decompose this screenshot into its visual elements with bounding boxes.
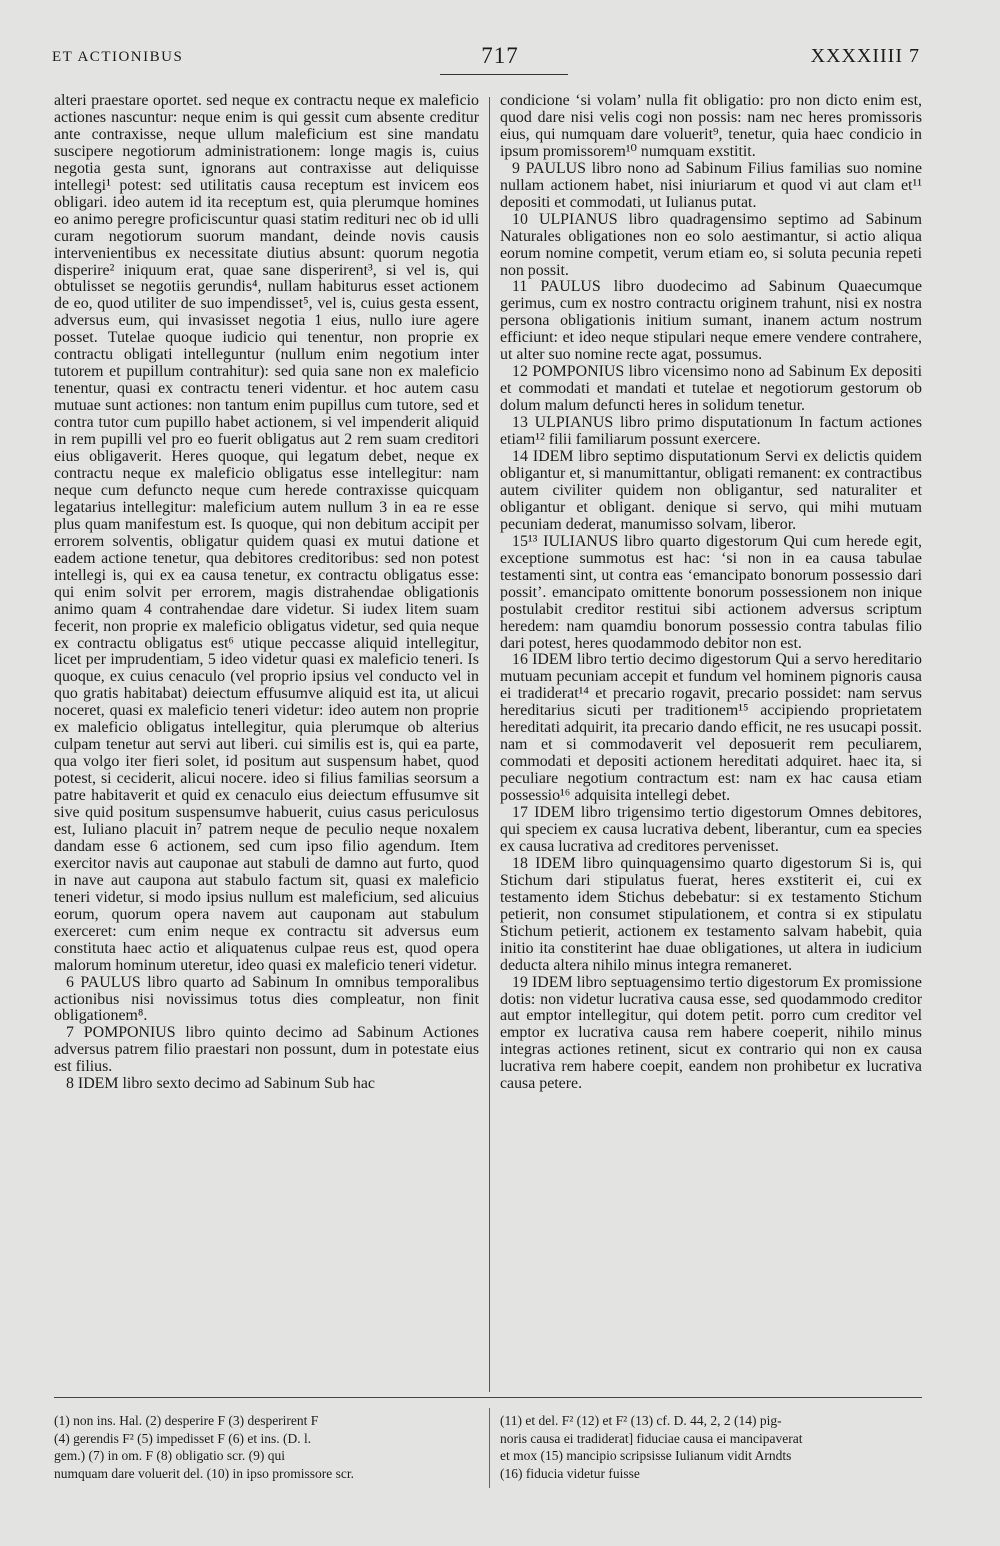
paragraph: 10 ULPIANUS libro quadragensimo septimo ad Sabinum Naturales obligationes non eo solo aestimantur, si actio aliqua eorum nomine competit, verum etiam eo, si soluta pecunia repeti non possit. (500, 210, 922, 279)
paragraph: alteri praestare oportet. sed neque ex contractu neque ex maleficio actiones nascuntur: neque enim is qui gessit cum absente creditur ante contraxisse, neque ullum maleficium est sine mandatu suscipere negotiorum administrationem: longe magis is, cuius negotia gesta sunt, ignorans aut contraxisse aut deliquisse intellegi¹ potest: sed utilitatis causa receptum est invicem eos obligari. ideo autem id ita receptum est, quia plerumque homines eo animo peregre proficiscuntur quasi statim redituri nec ob id ulli curam negotiorum suorum mandant, deinde novis causis intervenientibus ex necessitate diutius absunt: quorum negotia disperire² iniquum erat, quae sane disperirent³, si vel is, qui obtulisset se negotiis gerundis⁴, nullam habiturus esset actionem de eo, quod utiliter de suo impendisset⁵, vel is, cuius gesta essent, adversus eum, qui invasisset negotia 1 eius, nullo iure agere posset. Tutelae quoque iudicio qui tenentur, non proprie ex contractu obligati intelleguntur (nullum enim negotium inter tutorem et pupillum contrahitur): sed quia sane non ex maleficio tenentur, quasi ex contractu teneri videntur. et hoc autem casu mutuae sunt actiones: non tantum enim pupillus cum tutore, sed et contra tutor cum pupillo habet actionem, si vel impenderit aliquid in rem pupilli vel pro eo fuerit obligatus aut 2 rem suam creditori eius obligaverit. Heres quoque, qui legatum debet, neque ex contractu neque ex maleficio obligatus esse intellegitur: nam neque cum defuncto neque cum herede contraxisse quicquam legatarius intellegitur: maleficium autem nullum 3 in ea re esse plus quam manifestum est. Is quoque, qui non debitum accipit per errorem solventis, obligatur quidem quasi ex mutui datione et eadem actione tenetur, qua debitores creditoribus: sed non potest intellegi is, qui ex ea causa tenetur, ex contractu obligatus esse: qui enim solvit per errorem, magis distrahendae obligationis animo quam 4 contrahendae dare videtur. Si iudex litem suam fecerit, non proprie ex maleficio obligatus videtur, sed quia neque ex contractu obligatus est⁶ utique peccasse aliquid intellegitur, licet per imprudentiam, 5 ideo videtur quasi ex maleficio teneri. Is quoque, ex cuius cenaculo (vel proprio ipsius vel conducto vel in quo gratis habitabat) deiectum effusumve aliquid est ita, ut alicui noceret, quasi ex maleficio teneri videtur: ideo autem non proprie ex maleficio obligatus intellegitur, quia plerumque ob alterius culpam tenetur aut servi aut liberi. cui similis est is, qui ea parte, qua volgo iter fieri solet, id positum aut suspensum habet, quod potest, si ceciderit, alicui nocere. ideo si filius familias seorsum a patre habitaverit et quid ex cenaculo eius deiectum effusumve sit sive quid positum suspensumve habuerit, cuius casus periculosus est, Iuliano placuit in⁷ patrem neque de peculio neque noxalem dandam esse 6 actionem, sed cum ipso filio agendum. Item exercitor navis aut cauponae aut stabuli de damno aut furto, quod in nave aut caupona aut stabulo factum sit, quasi ex maleficio teneri videtur, si modo ipsius nullum est maleficium, sed alicuius eorum, quorum opera navem aut cauponam aut stabulum exerceret: cum enim neque ex contractu sit adversus eum constituta haec actio et aliquatenus culpae reus est, quod opera malorum hominum uteretur, ideo quasi ex maleficio teneri videtur. (54, 92, 479, 974)
running-head-right: XXXXIIII 7 (810, 45, 920, 67)
footnote-line: numquam dare voluerit del. (10) in ipso promissore scr. (54, 1465, 354, 1481)
footnote-line: noris causa ei tradiderat] fiduciae causa ei mancipaverat (500, 1430, 803, 1446)
paragraph: 11 PAULUS libro duodecimo ad Sabinum Quaecumque gerimus, cum ex nostro contractu originem trahunt, nisi ex nostra persona obligationis initium sumant, inanem actum nostrum efficiunt: et ideo neque stipulari neque emere vendere contrahere, ut alter suo nomine recte agat, possumus. (500, 278, 922, 364)
footnote-line: et mox (15) mancipio scripsisse Iulianum vidit Arndts (500, 1448, 792, 1463)
paragraph: 19 IDEM libro septuagensimo tertio digestorum Ex promissione dotis: non videtur lucrativa causa esse, sed quodammodo creditor aut emptor intellegitur, qui dotem petit. porro cum creditor vel emptor ex lucrativa causa rem habere coeperit, nihilo minus integras actiones retinent, sicut ex contrario qui non ex causa lucrativa rem habere coepit, eandem non prohibetur ex lucrativa causa petere. (500, 973, 922, 1093)
footnote-rule (54, 1397, 922, 1398)
left-text-column (54, 93, 479, 1093)
paragraph: 12 POMPONIUS libro vicensimo nono ad Sabinum Ex depositi et commodati et mandati et tutelae et negotiorum gestorum ob dolum malum defuncti heres in solidum tenetur. (500, 363, 922, 415)
paragraph: 9 PAULUS libro nono ad Sabinum Filius familias suo nomine nullam actionem habet, nisi iniuriarum et quod vi aut clam et¹¹ depositi et commodati, ut Iulianus putat. (500, 159, 922, 211)
column-divider (489, 97, 490, 1392)
paragraph: 8 IDEM libro sexto decimo ad Sabinum Sub hac (66, 1075, 375, 1093)
footnotes-left (54, 1412, 479, 1482)
footnote-line: (11) et del. F² (12) et F² (13) cf. D. 44, 2, 2 (14) pig- (500, 1413, 782, 1428)
right-text-column (500, 93, 922, 1093)
footnote-divider (489, 1408, 490, 1488)
paragraph: 16 IDEM libro tertio decimo digestorum Qui a servo hereditario mutuam pecuniam accepit et fundum vel hominem pignoris causa ei tradiderat¹⁴ et precario rogavit, precario possidet: nam servus hereditarius sicuti per traditionem¹⁵ accipiendo proprietatem hereditati adquirit, ita precario dando efficit, ne res usucapi possit. nam et si commodaverit vel deposuerit rem peculiarem, commodati et depositi actionem hereditati adquiret. haec ita, si peculiare negotium contractum est: nam ex hac causa etiam possessio¹⁶ adquisita intellegi debet. (500, 651, 922, 805)
running-head-left: ET ACTIONIBUS (52, 49, 184, 65)
header-rule (440, 74, 568, 75)
paragraph: 6 PAULUS libro quarto ad Sabinum In omnibus temporalibus actionibus nisi novissimus totus dies compleatur, non finit obligationem⁸. (54, 973, 479, 1025)
paragraph: 18 IDEM libro quinquagensimo quarto digestorum Si is, qui Stichum dari stipulatus fuerat, heres exstiterit ei, cui ex testamento idem Stichus debebatur: si ex testamento Stichum petierit, non consumet stipulationem, et contra si ex stipulatu Stichum petierit, actionem ex testamento salvam habebit, quia initio ita constiterint hae duae obligationes, ut altera in iudicium deducta altera nihilo minus integra remaneret. (500, 854, 922, 974)
footnotes-right (500, 1412, 922, 1482)
paragraph: 14 IDEM libro septimo disputationum Servi ex delictis quidem obligantur et, si manumittantur, obligati remanent: ex contractibus autem civiliter quidem non obligantur, sed naturaliter et obligantur et obligant. denique si servo, qui mihi mutuam pecuniam dederat, manumisso solvam, liberor. (500, 448, 922, 533)
footnote-line: (16) fiducia videtur fuisse (500, 1465, 640, 1481)
paragraph: 7 POMPONIUS libro quinto decimo ad Sabinum Actiones adversus patrem filio praestari non possunt, dum in potestate eius est filius. (54, 1024, 479, 1076)
paragraph: condicione ‘si volam’ nulla fit obligatio: pro non dicto enim est, quod dare nisi velis cogi non possis: nam nec heres promissoris eius, qui numquam dare voluerit⁹, tenetur, quia haec condicio in ipsum promissorem¹⁰ numquam exstitit. (500, 92, 922, 160)
footnote-line: (1) non ins. Hal. (2) desperire F (3) desperirent F (54, 1413, 319, 1428)
paragraph: 17 IDEM libro trigensimo tertio digestorum Omnes debitores, qui speciem ex causa lucrativa debent, liberantur, cum ea species ex causa lucrativa ad creditores pervenisset. (500, 804, 922, 855)
paragraph: 15¹³ IULIANUS libro quarto digestorum Qui cum herede egit, exceptione summotus est hac: ‘si non in ea causa tabulae testamenti sint, ut contra eas ‘emancipato bonorum possessio dari possit’. emancipato omittente bonorum possessionem non inique postulabit creditor restitui sibi actionem adversus scriptum heredem: nam quamdiu bonorum possessio contra tabulas filio dari potest, heres quodammodo debitor non est. (500, 532, 922, 652)
footnote-line: (4) gerendis F² (5) impedisset F (6) et ins. (D. l. (54, 1430, 312, 1446)
page-number: 717 (481, 43, 519, 68)
footnote-line: gem.) (7) in om. F (8) obligatio scr. (9) qui (54, 1448, 285, 1463)
paragraph: 13 ULPIANUS libro primo disputationum In factum actiones etiam¹² filii familiarum possunt exercere. (500, 414, 922, 449)
